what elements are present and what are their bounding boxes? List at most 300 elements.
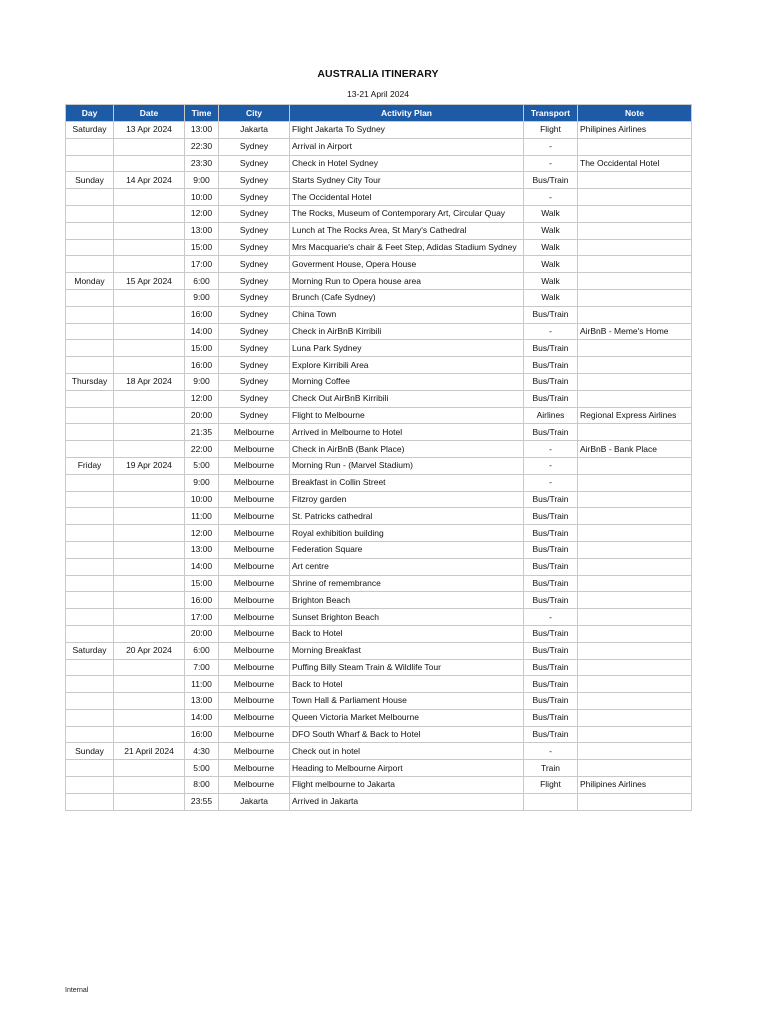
cell-activity: Morning Coffee bbox=[290, 373, 524, 390]
cell-transport: Bus/Train bbox=[524, 306, 578, 323]
cell-note: The Occidental Hotel bbox=[578, 155, 692, 172]
cell-date bbox=[114, 189, 185, 206]
table-row bbox=[66, 122, 692, 139]
cell-time: 8:00 bbox=[185, 777, 219, 794]
cell-city: Jakarta bbox=[219, 122, 290, 139]
cell-city: Sydney bbox=[219, 189, 290, 206]
cell-note bbox=[578, 693, 692, 710]
cell-date bbox=[114, 625, 185, 642]
cell-city: Sydney bbox=[219, 138, 290, 155]
cell-day bbox=[66, 239, 114, 256]
table-row bbox=[66, 222, 692, 239]
cell-date bbox=[114, 491, 185, 508]
header-transport: Transport bbox=[524, 105, 578, 122]
cell-transport: Bus/Train bbox=[524, 592, 578, 609]
cell-transport: Bus/Train bbox=[524, 508, 578, 525]
cell-transport: Walk bbox=[524, 222, 578, 239]
cell-date bbox=[114, 138, 185, 155]
cell-transport: Bus/Train bbox=[524, 172, 578, 189]
cell-note bbox=[578, 592, 692, 609]
cell-activity: The Occidental Hotel bbox=[290, 189, 524, 206]
cell-transport: Flight bbox=[524, 122, 578, 139]
table-row bbox=[66, 709, 692, 726]
cell-day bbox=[66, 726, 114, 743]
cell-date bbox=[114, 323, 185, 340]
cell-date: 13 Apr 2024 bbox=[114, 122, 185, 139]
cell-note: AirBnB - Meme's Home bbox=[578, 323, 692, 340]
cell-activity: Flight melbourne to Jakarta bbox=[290, 777, 524, 794]
cell-city: Melbourne bbox=[219, 777, 290, 794]
table-row bbox=[66, 441, 692, 458]
cell-activity: China Town bbox=[290, 306, 524, 323]
header-city: City bbox=[219, 105, 290, 122]
cell-time: 15:00 bbox=[185, 239, 219, 256]
cell-note bbox=[578, 390, 692, 407]
cell-city: Sydney bbox=[219, 407, 290, 424]
cell-time: 14:00 bbox=[185, 709, 219, 726]
cell-time: 5:00 bbox=[185, 457, 219, 474]
cell-time: 10:00 bbox=[185, 189, 219, 206]
cell-day bbox=[66, 357, 114, 374]
cell-city: Melbourne bbox=[219, 693, 290, 710]
cell-note: Philipines Airlines bbox=[578, 777, 692, 794]
cell-time: 7:00 bbox=[185, 659, 219, 676]
cell-transport: - bbox=[524, 457, 578, 474]
cell-note: Philipines Airlines bbox=[578, 122, 692, 139]
cell-day bbox=[66, 693, 114, 710]
table-row bbox=[66, 256, 692, 273]
cell-day bbox=[66, 289, 114, 306]
cell-transport: Bus/Train bbox=[524, 709, 578, 726]
cell-time: 14:00 bbox=[185, 558, 219, 575]
cell-day bbox=[66, 541, 114, 558]
header-time: Time bbox=[185, 105, 219, 122]
cell-note bbox=[578, 642, 692, 659]
cell-date bbox=[114, 659, 185, 676]
table-row bbox=[66, 793, 692, 810]
table-row bbox=[66, 743, 692, 760]
cell-city: Jakarta bbox=[219, 793, 290, 810]
cell-date bbox=[114, 239, 185, 256]
cell-date bbox=[114, 407, 185, 424]
cell-date: 21 April 2024 bbox=[114, 743, 185, 760]
cell-activity: Heading to Melbourne Airport bbox=[290, 760, 524, 777]
table-row bbox=[66, 306, 692, 323]
cell-day bbox=[66, 659, 114, 676]
cell-time: 9:00 bbox=[185, 474, 219, 491]
cell-time: 23:55 bbox=[185, 793, 219, 810]
document-subtitle: 13-21 April 2024 bbox=[347, 89, 409, 99]
cell-transport: Bus/Train bbox=[524, 558, 578, 575]
cell-note bbox=[578, 273, 692, 290]
cell-transport: Bus/Train bbox=[524, 424, 578, 441]
cell-city: Sydney bbox=[219, 289, 290, 306]
table-row bbox=[66, 390, 692, 407]
cell-day bbox=[66, 407, 114, 424]
cell-city: Sydney bbox=[219, 256, 290, 273]
cell-city: Sydney bbox=[219, 222, 290, 239]
cell-time: 6:00 bbox=[185, 642, 219, 659]
cell-day bbox=[66, 441, 114, 458]
cell-activity: Starts Sydney City Tour bbox=[290, 172, 524, 189]
cell-note bbox=[578, 256, 692, 273]
cell-note bbox=[578, 289, 692, 306]
itinerary-table bbox=[65, 104, 692, 811]
cell-city: Melbourne bbox=[219, 609, 290, 626]
table-row bbox=[66, 491, 692, 508]
cell-activity: Morning Run - (Marvel Stadium) bbox=[290, 457, 524, 474]
cell-day bbox=[66, 760, 114, 777]
cell-activity: Federation Square bbox=[290, 541, 524, 558]
cell-day bbox=[66, 205, 114, 222]
cell-transport: Bus/Train bbox=[524, 373, 578, 390]
table-row bbox=[66, 777, 692, 794]
cell-activity: Town Hall & Parliament House bbox=[290, 693, 524, 710]
cell-date bbox=[114, 205, 185, 222]
cell-note bbox=[578, 340, 692, 357]
cell-date: 18 Apr 2024 bbox=[114, 373, 185, 390]
cell-transport: - bbox=[524, 609, 578, 626]
cell-city: Sydney bbox=[219, 390, 290, 407]
table-row bbox=[66, 525, 692, 542]
cell-day bbox=[66, 474, 114, 491]
cell-activity: Arrived in Melbourne to Hotel bbox=[290, 424, 524, 441]
cell-activity: Royal exhibition building bbox=[290, 525, 524, 542]
cell-date bbox=[114, 525, 185, 542]
cell-transport: - bbox=[524, 441, 578, 458]
cell-day bbox=[66, 558, 114, 575]
cell-time: 15:00 bbox=[185, 575, 219, 592]
cell-city: Melbourne bbox=[219, 474, 290, 491]
cell-date: 20 Apr 2024 bbox=[114, 642, 185, 659]
table-row bbox=[66, 407, 692, 424]
cell-time: 20:00 bbox=[185, 625, 219, 642]
cell-date bbox=[114, 508, 185, 525]
cell-transport: Bus/Train bbox=[524, 357, 578, 374]
table-row bbox=[66, 609, 692, 626]
table-row bbox=[66, 642, 692, 659]
cell-transport: - bbox=[524, 138, 578, 155]
cell-note bbox=[578, 541, 692, 558]
cell-note bbox=[578, 424, 692, 441]
cell-time: 15:00 bbox=[185, 340, 219, 357]
cell-transport: - bbox=[524, 743, 578, 760]
cell-activity: Arrival in Airport bbox=[290, 138, 524, 155]
header-day: Day bbox=[66, 105, 114, 122]
table-row bbox=[66, 676, 692, 693]
cell-day bbox=[66, 256, 114, 273]
cell-day: Thursday bbox=[66, 373, 114, 390]
cell-activity: Breakfast in Collin Street bbox=[290, 474, 524, 491]
header-note: Note bbox=[578, 105, 692, 122]
table-row bbox=[66, 424, 692, 441]
cell-city: Sydney bbox=[219, 172, 290, 189]
cell-day bbox=[66, 575, 114, 592]
cell-transport: Bus/Train bbox=[524, 659, 578, 676]
cell-activity: Flight Jakarta To Sydney bbox=[290, 122, 524, 139]
cell-day bbox=[66, 777, 114, 794]
table-body bbox=[66, 122, 692, 811]
cell-transport: Bus/Train bbox=[524, 525, 578, 542]
cell-time: 6:00 bbox=[185, 273, 219, 290]
table-row bbox=[66, 357, 692, 374]
cell-activity: The Rocks, Museum of Contemporary Art, Circular Quay bbox=[290, 205, 524, 222]
cell-activity: Brighton Beach bbox=[290, 592, 524, 609]
cell-time: 13:00 bbox=[185, 222, 219, 239]
cell-date bbox=[114, 777, 185, 794]
cell-note bbox=[578, 239, 692, 256]
cell-date bbox=[114, 357, 185, 374]
cell-note bbox=[578, 306, 692, 323]
cell-note bbox=[578, 575, 692, 592]
cell-city: Melbourne bbox=[219, 642, 290, 659]
cell-note bbox=[578, 793, 692, 810]
cell-city: Melbourne bbox=[219, 575, 290, 592]
cell-transport: Walk bbox=[524, 289, 578, 306]
cell-city: Melbourne bbox=[219, 743, 290, 760]
cell-day bbox=[66, 323, 114, 340]
cell-day bbox=[66, 793, 114, 810]
cell-city: Sydney bbox=[219, 155, 290, 172]
cell-city: Melbourne bbox=[219, 659, 290, 676]
table-row bbox=[66, 541, 692, 558]
cell-note bbox=[578, 558, 692, 575]
cell-activity: Lunch at The Rocks Area, St Mary's Cathedral bbox=[290, 222, 524, 239]
cell-city: Sydney bbox=[219, 273, 290, 290]
cell-city: Sydney bbox=[219, 357, 290, 374]
table-row bbox=[66, 138, 692, 155]
cell-activity: Arrived in Jakarta bbox=[290, 793, 524, 810]
cell-note bbox=[578, 659, 692, 676]
cell-time: 13:00 bbox=[185, 122, 219, 139]
cell-date bbox=[114, 558, 185, 575]
table-row bbox=[66, 289, 692, 306]
cell-activity: Shrine of remembrance bbox=[290, 575, 524, 592]
table-header-row bbox=[66, 105, 692, 122]
cell-activity: Queen Victoria Market Melbourne bbox=[290, 709, 524, 726]
cell-day: Monday bbox=[66, 273, 114, 290]
cell-day bbox=[66, 340, 114, 357]
cell-transport: - bbox=[524, 323, 578, 340]
cell-day bbox=[66, 508, 114, 525]
cell-city: Sydney bbox=[219, 340, 290, 357]
cell-note bbox=[578, 709, 692, 726]
cell-transport: Walk bbox=[524, 273, 578, 290]
cell-day: Sunday bbox=[66, 743, 114, 760]
cell-note bbox=[578, 474, 692, 491]
cell-day bbox=[66, 390, 114, 407]
table-row bbox=[66, 323, 692, 340]
table-row bbox=[66, 726, 692, 743]
cell-time: 16:00 bbox=[185, 306, 219, 323]
cell-date bbox=[114, 793, 185, 810]
cell-date bbox=[114, 424, 185, 441]
cell-day bbox=[66, 491, 114, 508]
cell-time: 4:30 bbox=[185, 743, 219, 760]
cell-activity: Back to Hotel bbox=[290, 625, 524, 642]
cell-date bbox=[114, 609, 185, 626]
cell-transport: Bus/Train bbox=[524, 491, 578, 508]
cell-day bbox=[66, 609, 114, 626]
table-row bbox=[66, 239, 692, 256]
cell-time: 16:00 bbox=[185, 357, 219, 374]
cell-time: 17:00 bbox=[185, 609, 219, 626]
cell-city: Sydney bbox=[219, 239, 290, 256]
cell-day: Saturday bbox=[66, 642, 114, 659]
table-row bbox=[66, 625, 692, 642]
cell-note bbox=[578, 189, 692, 206]
cell-day bbox=[66, 592, 114, 609]
cell-note: AirBnB - Bank Place bbox=[578, 441, 692, 458]
cell-day bbox=[66, 424, 114, 441]
cell-note bbox=[578, 525, 692, 542]
cell-city: Melbourne bbox=[219, 441, 290, 458]
cell-activity: Back to Hotel bbox=[290, 676, 524, 693]
cell-activity: Goverment House, Opera House bbox=[290, 256, 524, 273]
cell-day bbox=[66, 525, 114, 542]
header-date: Date bbox=[114, 105, 185, 122]
cell-time: 23:30 bbox=[185, 155, 219, 172]
cell-transport: Bus/Train bbox=[524, 726, 578, 743]
cell-note bbox=[578, 760, 692, 777]
cell-day bbox=[66, 676, 114, 693]
cell-transport: Walk bbox=[524, 239, 578, 256]
cell-note bbox=[578, 457, 692, 474]
cell-day: Sunday bbox=[66, 172, 114, 189]
cell-time: 12:00 bbox=[185, 205, 219, 222]
table-row bbox=[66, 760, 692, 777]
cell-city: Melbourne bbox=[219, 424, 290, 441]
cell-activity: Check Out AirBnB Kirribili bbox=[290, 390, 524, 407]
cell-day: Friday bbox=[66, 457, 114, 474]
cell-activity: Check in Hotel Sydney bbox=[290, 155, 524, 172]
cell-day bbox=[66, 306, 114, 323]
cell-transport: - bbox=[524, 474, 578, 491]
cell-note bbox=[578, 508, 692, 525]
cell-activity: Art centre bbox=[290, 558, 524, 575]
cell-time: 9:00 bbox=[185, 373, 219, 390]
header-activity-plan: Activity Plan bbox=[290, 105, 524, 122]
cell-time: 13:00 bbox=[185, 541, 219, 558]
cell-day bbox=[66, 189, 114, 206]
cell-date bbox=[114, 390, 185, 407]
cell-day bbox=[66, 138, 114, 155]
cell-transport: Bus/Train bbox=[524, 625, 578, 642]
table-row bbox=[66, 457, 692, 474]
table-row bbox=[66, 474, 692, 491]
cell-note bbox=[578, 172, 692, 189]
cell-city: Melbourne bbox=[219, 541, 290, 558]
table-row bbox=[66, 172, 692, 189]
cell-activity: Check in AirBnB Kirribili bbox=[290, 323, 524, 340]
cell-note bbox=[578, 222, 692, 239]
cell-activity: Puffing Billy Steam Train & Wildlife Tour bbox=[290, 659, 524, 676]
table-row bbox=[66, 693, 692, 710]
cell-transport: Walk bbox=[524, 256, 578, 273]
cell-day: Saturday bbox=[66, 122, 114, 139]
cell-city: Sydney bbox=[219, 323, 290, 340]
footer-label: Internal bbox=[65, 987, 89, 994]
cell-date bbox=[114, 726, 185, 743]
cell-note bbox=[578, 726, 692, 743]
cell-time: 11:00 bbox=[185, 676, 219, 693]
cell-date bbox=[114, 256, 185, 273]
table-row bbox=[66, 340, 692, 357]
cell-day bbox=[66, 625, 114, 642]
cell-note bbox=[578, 609, 692, 626]
table-row bbox=[66, 592, 692, 609]
cell-time: 20:00 bbox=[185, 407, 219, 424]
cell-note bbox=[578, 743, 692, 760]
cell-note bbox=[578, 625, 692, 642]
cell-transport: Airlines bbox=[524, 407, 578, 424]
table-row bbox=[66, 508, 692, 525]
cell-activity: Check in AirBnB (Bank Place) bbox=[290, 441, 524, 458]
cell-date bbox=[114, 575, 185, 592]
cell-city: Melbourne bbox=[219, 592, 290, 609]
table-row bbox=[66, 273, 692, 290]
cell-activity: Sunset Brighton Beach bbox=[290, 609, 524, 626]
cell-note bbox=[578, 676, 692, 693]
cell-time: 14:00 bbox=[185, 323, 219, 340]
cell-transport: Bus/Train bbox=[524, 541, 578, 558]
cell-activity: Morning Breakfast bbox=[290, 642, 524, 659]
cell-city: Sydney bbox=[219, 205, 290, 222]
cell-transport: Bus/Train bbox=[524, 390, 578, 407]
cell-transport: - bbox=[524, 155, 578, 172]
cell-transport: Bus/Train bbox=[524, 693, 578, 710]
cell-time: 9:00 bbox=[185, 172, 219, 189]
cell-activity: Brunch (Cafe Sydney) bbox=[290, 289, 524, 306]
cell-date bbox=[114, 155, 185, 172]
cell-time: 12:00 bbox=[185, 525, 219, 542]
cell-day bbox=[66, 155, 114, 172]
cell-city: Melbourne bbox=[219, 457, 290, 474]
cell-city: Melbourne bbox=[219, 625, 290, 642]
cell-transport bbox=[524, 793, 578, 810]
cell-time: 5:00 bbox=[185, 760, 219, 777]
cell-time: 10:00 bbox=[185, 491, 219, 508]
cell-note bbox=[578, 357, 692, 374]
cell-city: Melbourne bbox=[219, 676, 290, 693]
cell-date bbox=[114, 541, 185, 558]
cell-city: Melbourne bbox=[219, 558, 290, 575]
cell-city: Melbourne bbox=[219, 760, 290, 777]
cell-note: Regional Express Airlines bbox=[578, 407, 692, 424]
cell-time: 16:00 bbox=[185, 592, 219, 609]
document-title: AUSTRALIA ITINERARY bbox=[317, 68, 439, 80]
cell-time: 17:00 bbox=[185, 256, 219, 273]
cell-transport: Bus/Train bbox=[524, 642, 578, 659]
cell-day bbox=[66, 709, 114, 726]
cell-time: 12:00 bbox=[185, 390, 219, 407]
cell-activity: Morning Run to Opera house area bbox=[290, 273, 524, 290]
cell-note bbox=[578, 205, 692, 222]
cell-note bbox=[578, 373, 692, 390]
cell-date bbox=[114, 222, 185, 239]
cell-transport: Bus/Train bbox=[524, 340, 578, 357]
cell-activity: Flight to Melbourne bbox=[290, 407, 524, 424]
cell-transport: Walk bbox=[524, 205, 578, 222]
cell-date bbox=[114, 474, 185, 491]
cell-activity: Fitzroy garden bbox=[290, 491, 524, 508]
cell-city: Melbourne bbox=[219, 726, 290, 743]
cell-transport: Train bbox=[524, 760, 578, 777]
table-row bbox=[66, 189, 692, 206]
cell-date bbox=[114, 709, 185, 726]
cell-date bbox=[114, 693, 185, 710]
cell-transport: Flight bbox=[524, 777, 578, 794]
